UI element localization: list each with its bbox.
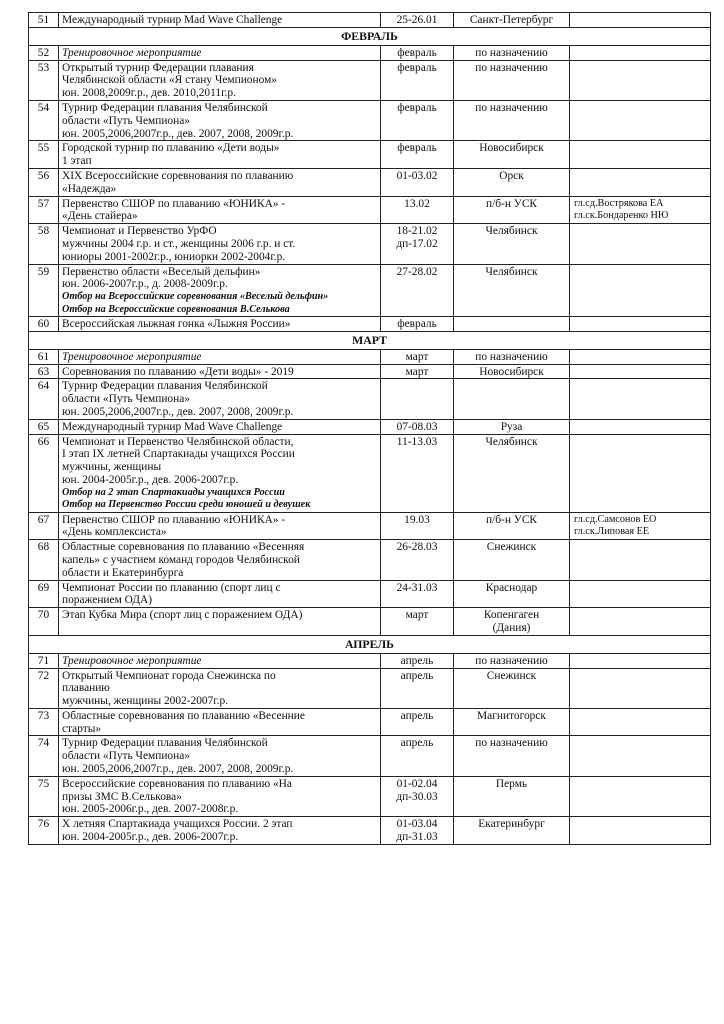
month-label: ФЕВРАЛЬ [29, 27, 711, 45]
event-title-line: юн. 2006-2007г.р., д. 2008-2009г.р. [62, 278, 228, 291]
event-row [29, 419, 711, 434]
event-place-line: Санкт-Петербург [469, 14, 554, 26]
event-number: 69 [29, 580, 59, 608]
event-title [59, 776, 381, 816]
event-responsible [570, 168, 711, 196]
event-responsible [570, 100, 711, 140]
event-dates [381, 100, 454, 140]
event-place [454, 224, 570, 264]
event-responsible [570, 13, 711, 28]
event-dates [381, 264, 454, 316]
month-header-row [29, 635, 711, 653]
event-place [454, 100, 570, 140]
event-title-line: Отбор на Всероссийские соревнования В.Селькова [62, 303, 290, 315]
event-row [29, 141, 711, 169]
event-title [59, 100, 381, 140]
event-row [29, 364, 711, 379]
event-responsible [570, 419, 711, 434]
event-row [29, 736, 711, 776]
event-title-line: Этап Кубка Мира (спорт лиц с поражением ОДА) [62, 609, 303, 622]
event-title-line: Первенство СШОР по плаванию «ЮНИКА» - [62, 197, 286, 210]
event-responsible [570, 196, 711, 224]
event-title-line: юн. 2005,2006,2007г.р., дев. 2007, 2008, 2009г.р. [62, 127, 294, 140]
event-title-line: Отбор на 2 этап Спартакиады учащихся России [62, 486, 285, 498]
event-title-line: поражением ОДА) [62, 594, 153, 607]
event-place-line: Орск [499, 169, 524, 182]
event-place-line: п/б-н УСК [485, 197, 538, 210]
event-dates-line: дп-31.03 [396, 831, 438, 844]
event-dates [381, 736, 454, 776]
event-dates-line: апрель [400, 737, 434, 750]
event-title-line: Тренировочное мероприятие [62, 350, 202, 363]
event-number: 72 [29, 668, 59, 708]
event-title-line: Всероссийские соревнования по плаванию «На [62, 777, 292, 790]
event-title [59, 349, 381, 364]
event-number: 55 [29, 141, 59, 169]
event-dates [381, 224, 454, 264]
event-number: 56 [29, 168, 59, 196]
event-title [59, 379, 381, 419]
event-place [454, 349, 570, 364]
event-row [29, 512, 711, 540]
event-title-line: Чемпионат и Первенство Челябинской области, [62, 435, 294, 448]
schedule-table [28, 12, 711, 845]
event-place-line: Новосибирск [479, 365, 544, 378]
event-title-line: юн. 2004-2005г.р., дев. 2006-2007г.р. [62, 473, 239, 486]
event-place-line: Копенгаген [483, 609, 540, 622]
event-row [29, 264, 711, 316]
event-place [454, 364, 570, 379]
event-title [59, 580, 381, 608]
event-responsible [570, 379, 711, 419]
event-title-line: юн. 2005,2006,2007г.р., дев. 2007, 2008, 2009г.р. [62, 763, 294, 776]
event-place [454, 608, 570, 636]
event-dates-line: февраль [397, 46, 437, 59]
event-title-line: области «Путь Чемпиона» [62, 750, 190, 763]
month-header-row [29, 27, 711, 45]
event-title-line: Чемпионат и Первенство УрФО [62, 225, 217, 238]
event-title-line: области «Путь Чемпиона» [62, 393, 190, 406]
event-title-line: Турнир Федерации плавания Челябинской [62, 101, 268, 114]
event-place-line: Снежинск [486, 669, 537, 682]
event-title-line: X летняя Спартакиада учащихся России. 2 этап [62, 818, 293, 831]
event-title-line: плаванию [62, 682, 110, 695]
event-title-line: Тренировочное мероприятие [62, 654, 202, 667]
event-title [59, 608, 381, 636]
event-row [29, 608, 711, 636]
event-row [29, 817, 711, 845]
event-title-line: I этап IX летней Спартакиады учащихся России [62, 448, 295, 461]
event-place-line: Снежинск [486, 541, 537, 554]
event-title-line: «Надежда» [62, 182, 117, 195]
event-dates [381, 653, 454, 668]
event-row [29, 379, 711, 419]
event-dates [381, 419, 454, 434]
event-title-line: Первенство области «Веселый дельфин» [62, 265, 261, 278]
event-dates-line: февраль [397, 142, 437, 155]
event-responsible-line: гл.сд.Самсонов ЕО [574, 513, 657, 525]
event-place [454, 540, 570, 580]
event-place-line: Магнитогорск [477, 709, 546, 722]
event-place [454, 419, 570, 434]
event-place [454, 776, 570, 816]
event-number: 65 [29, 419, 59, 434]
event-dates-line: 19.03 [404, 513, 430, 526]
event-place [454, 13, 570, 28]
event-row [29, 653, 711, 668]
event-dates [381, 60, 454, 100]
event-place [454, 580, 570, 608]
event-dates [381, 196, 454, 224]
event-responsible [570, 45, 711, 60]
event-dates-line: 01-03.02 [396, 169, 438, 182]
event-responsible [570, 708, 711, 736]
event-row [29, 540, 711, 580]
event-dates [381, 316, 454, 331]
event-number: 58 [29, 224, 59, 264]
event-dates [381, 45, 454, 60]
event-title [59, 736, 381, 776]
event-responsible [570, 540, 711, 580]
event-title [59, 316, 381, 331]
event-row [29, 349, 711, 364]
event-place-line: по назначению [475, 61, 548, 74]
event-title-line: юниоры 2001-2002г.р., юниорки 2002-2004г.р. [62, 250, 286, 263]
event-place [454, 316, 570, 331]
event-dates [381, 708, 454, 736]
event-dates [381, 608, 454, 636]
event-title-line: мужчины, женщины [62, 461, 162, 474]
event-responsible [570, 60, 711, 100]
event-title [59, 434, 381, 512]
month-label: МАРТ [29, 331, 711, 349]
event-row [29, 434, 711, 512]
event-dates [381, 580, 454, 608]
event-title-line: Турнир Федерации плавания Челябинской [62, 380, 268, 393]
event-number: 67 [29, 512, 59, 540]
event-dates [381, 349, 454, 364]
event-responsible [570, 776, 711, 816]
event-title-line: Тренировочное мероприятие [62, 46, 202, 59]
event-title-line: Всероссийская лыжная гонка «Лыжня России» [62, 317, 291, 330]
event-title-line: XIX Всероссийские соревнования по плаванию [62, 169, 294, 182]
event-title-line: мужчины, женщины 2002-2007г.р. [62, 695, 229, 708]
event-responsible-line: гл.ск.Липовая ЕЕ [574, 526, 650, 538]
event-responsible [570, 668, 711, 708]
event-number: 71 [29, 653, 59, 668]
event-responsible [570, 512, 711, 540]
event-place-line: Челябинск [485, 225, 538, 238]
event-place [454, 60, 570, 100]
event-title-line: Областные соревнования по плаванию «Весенняя [62, 541, 305, 554]
event-responsible [570, 349, 711, 364]
event-title [59, 653, 381, 668]
event-dates-line: апрель [400, 669, 434, 682]
event-responsible [570, 653, 711, 668]
event-title-line: Открытый турнир Федерации плавания [62, 61, 254, 74]
event-place-line: по назначению [475, 46, 548, 59]
event-title [59, 668, 381, 708]
event-title-line: Отбор на Всероссийские соревнования «Веселый дельфин» [62, 291, 329, 303]
event-dates [381, 540, 454, 580]
event-place [454, 708, 570, 736]
event-place [454, 736, 570, 776]
event-dates-line: 11-13.03 [396, 435, 438, 448]
event-dates-line: февраль [397, 317, 437, 330]
event-title [59, 141, 381, 169]
event-title-line: старты» [62, 722, 102, 735]
event-number: 57 [29, 196, 59, 224]
event-title-line: 1 этап [62, 155, 92, 168]
event-dates-line: 25-26.01 [396, 14, 438, 26]
event-row [29, 708, 711, 736]
event-dates-line: март [405, 350, 429, 363]
event-responsible-line: гл.сд.Вострякова ЕА [574, 197, 664, 209]
event-title-line: области «Путь Чемпиона» [62, 114, 190, 127]
schedule-sheet [28, 12, 711, 845]
event-place [454, 196, 570, 224]
event-place [454, 379, 570, 419]
event-place [454, 45, 570, 60]
event-row [29, 776, 711, 816]
event-title [59, 817, 381, 845]
event-dates [381, 434, 454, 512]
event-title [59, 45, 381, 60]
event-title [59, 60, 381, 100]
event-number: 63 [29, 364, 59, 379]
event-dates [381, 141, 454, 169]
event-responsible-line: гл.ск.Бондаренко НЮ [574, 210, 669, 222]
event-number: 74 [29, 736, 59, 776]
event-title-line: юн. 2005,2006,2007г.р., дев. 2007, 2008, 2009г.р. [62, 405, 294, 418]
event-place [454, 168, 570, 196]
event-dates [381, 379, 454, 419]
event-title-line: юн. 2004-2005г.р., дев. 2006-2007г.р. [62, 831, 239, 844]
event-responsible [570, 141, 711, 169]
event-row [29, 60, 711, 100]
event-place-line: п/б-н УСК [485, 513, 538, 526]
event-responsible [570, 580, 711, 608]
event-place [454, 434, 570, 512]
event-dates-line: март [405, 609, 429, 622]
event-title-line: Челябинской области «Я стану Чемпионом» [62, 74, 277, 87]
event-place-line: по назначению [475, 737, 548, 750]
event-place [454, 141, 570, 169]
event-number: 76 [29, 817, 59, 845]
event-row [29, 224, 711, 264]
event-place [454, 817, 570, 845]
event-title-line: Международный турнир Mad Wave Challenge [62, 420, 283, 433]
event-dates [381, 168, 454, 196]
event-number: 54 [29, 100, 59, 140]
event-title [59, 419, 381, 434]
event-row [29, 668, 711, 708]
event-title [59, 13, 381, 28]
event-title [59, 540, 381, 580]
event-title-line: Чемпионат России по плаванию (спорт лиц с [62, 581, 281, 594]
event-place-line: по назначению [475, 654, 548, 667]
event-place-line: Челябинск [485, 435, 538, 448]
event-title [59, 512, 381, 540]
event-responsible [570, 224, 711, 264]
event-responsible [570, 364, 711, 379]
event-dates [381, 13, 454, 28]
event-responsible [570, 264, 711, 316]
event-title [59, 708, 381, 736]
event-number: 75 [29, 776, 59, 816]
event-dates [381, 817, 454, 845]
event-place-line: Челябинск [485, 265, 538, 278]
event-number: 73 [29, 708, 59, 736]
event-title-line: юн. 2008,2009г.р., дев. 2010,2011г.р. [62, 87, 236, 100]
event-title-line: Международный турнир Mad Wave Challenge [62, 14, 283, 26]
event-title-line: области и Екатеринбурга [62, 566, 184, 579]
event-title-line: Соревнования по плаванию «Дети воды» - 2019 [62, 365, 294, 378]
event-dates-line: 24-31.03 [396, 581, 438, 594]
event-title-line: юн. 2005-2006г.р., дев. 2007-2008г.р. [62, 803, 239, 816]
event-number: 64 [29, 379, 59, 419]
event-title-line: призы ЗМС В.Селькова» [62, 790, 182, 803]
event-title-line: мужчины 2004 г.р. и ст., женщины 2006 г.р. и ст. [62, 237, 296, 250]
event-dates-line: дп-17.02 [396, 237, 438, 250]
event-dates [381, 776, 454, 816]
event-row [29, 196, 711, 224]
event-dates-line: февраль [397, 61, 437, 74]
event-responsible [570, 434, 711, 512]
event-title [59, 364, 381, 379]
event-title-line: «День стайера» [62, 210, 138, 223]
event-dates-line: февраль [397, 101, 437, 114]
event-title-line: Турнир Федерации плавания Челябинской [62, 737, 268, 750]
month-header-row [29, 331, 711, 349]
event-dates-line: 27-28.02 [396, 265, 438, 278]
event-dates-line: апрель [400, 709, 434, 722]
event-title [59, 264, 381, 316]
event-dates-line: дп-30.03 [396, 790, 438, 803]
event-dates [381, 364, 454, 379]
event-dates-line: 01-03.04 [396, 818, 438, 831]
event-dates-line: апрель [400, 654, 434, 667]
event-number: 59 [29, 264, 59, 316]
event-title [59, 224, 381, 264]
event-responsible [570, 316, 711, 331]
event-title-line: Отбор на Первенство России среди юношей и девушек [62, 499, 311, 511]
event-number: 52 [29, 45, 59, 60]
event-title-line: Открытый Чемпионат города Снежинска по [62, 669, 276, 682]
month-label: АПРЕЛЬ [29, 635, 711, 653]
event-responsible [570, 817, 711, 845]
event-place-line: (Дания) [492, 621, 531, 634]
event-dates-line: 07-08.03 [396, 420, 438, 433]
event-title [59, 196, 381, 224]
event-row [29, 100, 711, 140]
event-responsible [570, 736, 711, 776]
event-number: 60 [29, 316, 59, 331]
event-dates-line: 26-28.03 [396, 541, 438, 554]
event-place [454, 653, 570, 668]
event-row [29, 45, 711, 60]
event-title-line: капель» с участием команд городов Челябинской [62, 553, 300, 566]
event-place-line: Пермь [495, 777, 528, 790]
event-dates-line: март [405, 365, 429, 378]
event-place [454, 512, 570, 540]
event-dates [381, 512, 454, 540]
event-dates-line: 13.02 [404, 197, 430, 210]
event-number: 70 [29, 608, 59, 636]
event-number: 66 [29, 434, 59, 512]
event-number: 61 [29, 349, 59, 364]
event-place-line: Руза [500, 420, 523, 433]
event-row [29, 316, 711, 331]
event-responsible [570, 608, 711, 636]
event-title-line: Областные соревнования по плаванию «Весенние [62, 709, 305, 722]
event-title [59, 168, 381, 196]
event-place-line: Новосибирск [479, 142, 544, 155]
event-place-line: по назначению [475, 350, 548, 363]
event-place-line: Краснодар [485, 581, 538, 594]
event-title-line: Городской турнир по плаванию «Дети воды» [62, 142, 280, 155]
event-row [29, 13, 711, 28]
event-number: 53 [29, 60, 59, 100]
event-place-line: Екатеринбург [478, 818, 545, 831]
event-dates-line: 01-02.04 [396, 777, 438, 790]
event-title-line: Первенство СШОР по плаванию «ЮНИКА» - [62, 513, 286, 526]
event-dates-line: 18-21.02 [396, 225, 438, 238]
schedule-body [29, 13, 711, 845]
event-row [29, 168, 711, 196]
event-place [454, 668, 570, 708]
event-title-line: «День комплексиста» [62, 526, 167, 539]
event-number: 51 [29, 13, 59, 28]
event-number: 68 [29, 540, 59, 580]
event-row [29, 580, 711, 608]
event-dates [381, 668, 454, 708]
event-place-line: по назначению [475, 101, 548, 114]
event-place [454, 264, 570, 316]
